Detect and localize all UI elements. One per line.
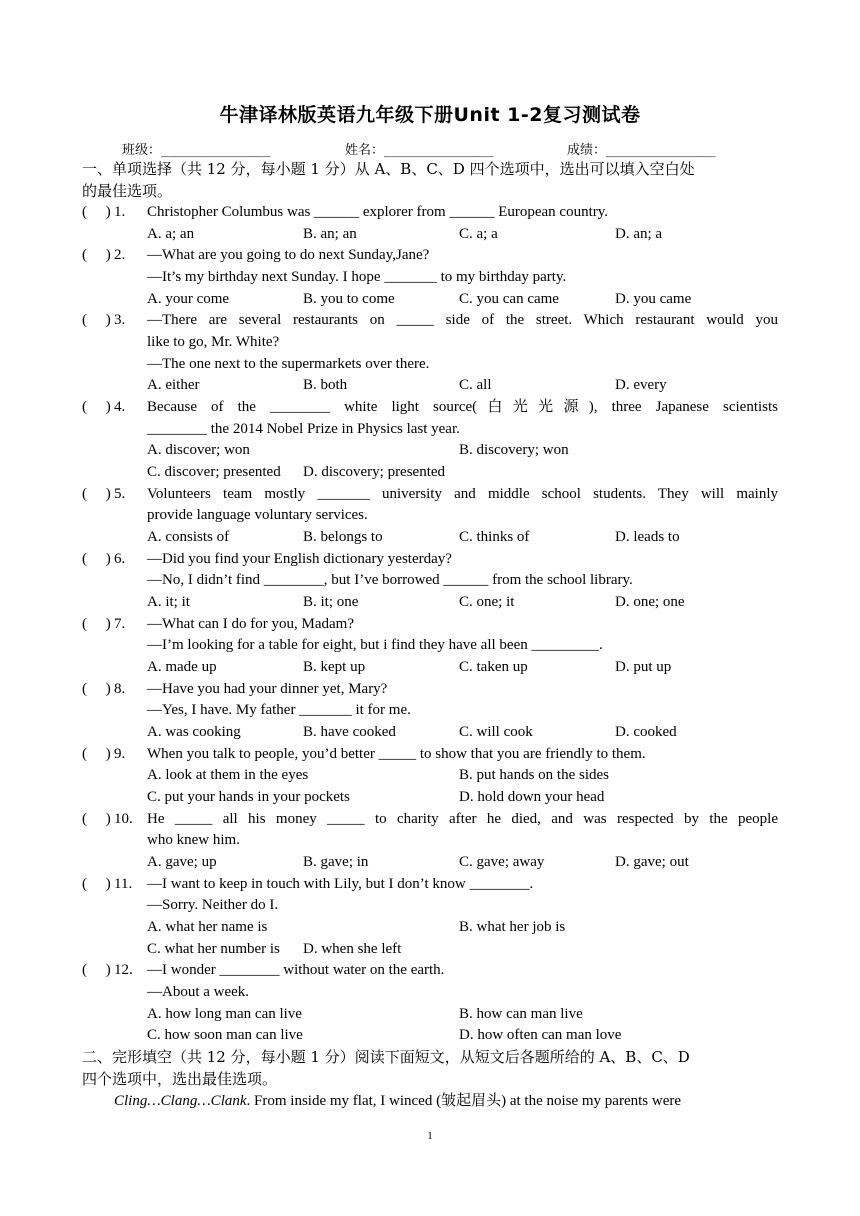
- option-a: A. discover; won: [147, 442, 250, 458]
- option-d: D. one; one: [615, 594, 685, 610]
- option-c: C. put your hands in your pockets: [147, 789, 350, 805]
- question-stem-line: —No, I didn’t find ________, but I’ve borrowed ______ from the school library.: [147, 572, 633, 588]
- question-number: 4.: [114, 399, 126, 415]
- question-stem-line: —Yes, I have. My father _______ it for me.: [147, 702, 411, 718]
- option-c: C. all: [459, 377, 492, 393]
- option-d: D. you came: [615, 291, 692, 307]
- name-field: 姓名：______________: [345, 143, 494, 158]
- question-stem: —I wonder ________ without water on the earth.: [147, 962, 445, 978]
- option-c: C. you can came: [459, 291, 559, 307]
- option-c: C. thinks of: [459, 529, 530, 545]
- question-number: 3.: [114, 312, 126, 328]
- question-stem: He _____ all his money _____ to charity after he died, and was respected by the people: [147, 811, 778, 827]
- page-title: 牛津译林版英语九年级下册Unit 1-2复习测试卷: [219, 104, 641, 126]
- option-b: B. it; one: [303, 594, 359, 610]
- option-c: C. will cook: [459, 724, 533, 740]
- question-stem: Volunteers team mostly _______ university and middle school students. They will mainly: [147, 486, 778, 502]
- option-c: C. a; a: [459, 226, 498, 242]
- question-stem-line: like to go, Mr. White?: [147, 334, 280, 350]
- question-stem-line: —About a week.: [147, 984, 250, 1000]
- option-d: D. cooked: [615, 724, 677, 740]
- option-d: D. every: [615, 377, 667, 393]
- question-stem: Christopher Columbus was ______ explorer from ______ European country.: [147, 204, 609, 220]
- option-d: D. discovery; presented: [303, 464, 446, 480]
- answer-blank: ( ): [82, 486, 111, 502]
- option-c: C. how soon man can live: [147, 1027, 303, 1043]
- option-d: D. put up: [615, 659, 672, 675]
- section1-heading: 一、单项选择（共 12 分，每小题 1 分）从 A、B、C、D 四个选项中，选出可以填入空白处: [82, 160, 695, 178]
- question-stem: —What are you going to do next Sunday,Jane?: [147, 247, 430, 263]
- option-a: A. either: [147, 377, 200, 393]
- section2-heading: 二、完形填空（共 12 分，每小题 1 分）阅读下面短文，从短文后各题所给的 A、B、C、D: [82, 1048, 690, 1066]
- question-number: 6.: [114, 551, 126, 567]
- page-number: 1: [427, 1130, 433, 1142]
- option-a: A. look at them in the eyes: [147, 767, 309, 783]
- option-b: B. what her job is: [459, 919, 566, 935]
- option-a: A. it; it: [147, 594, 190, 610]
- question-number: 1.: [114, 204, 126, 220]
- passage-text: . From inside my flat, I winced (皱起眉头) at the noise my parents were: [246, 1093, 682, 1109]
- question-stem-line: —The one next to the supermarkets over there.: [147, 356, 430, 372]
- option-c: C. discover; presented: [147, 464, 281, 480]
- option-b: B. you to come: [303, 291, 395, 307]
- option-c: C. one; it: [459, 594, 515, 610]
- passage-first-line: [114, 1091, 681, 1113]
- question-stem: —Have you had your dinner yet, Mary?: [147, 681, 388, 697]
- answer-blank: ( ): [82, 962, 111, 978]
- question-stem: —Did you find your English dictionary yesterday?: [147, 551, 452, 567]
- option-b: B. gave; in: [303, 854, 369, 870]
- answer-blank: ( ): [82, 247, 111, 263]
- question-stem: —I want to keep in touch with Lily, but I don’t know ________.: [147, 876, 534, 892]
- option-d: D. gave; out: [615, 854, 689, 870]
- question-number: 8.: [114, 681, 126, 697]
- question-stem-line: who knew him.: [147, 832, 240, 848]
- answer-blank: ( ): [82, 746, 111, 762]
- option-a: A. your come: [147, 291, 230, 307]
- score-field: 成绩：______________: [567, 143, 716, 158]
- option-a: A. made up: [147, 659, 217, 675]
- question-stem-line: ________ the 2014 Nobel Prize in Physics last year.: [147, 421, 460, 437]
- option-b: B. belongs to: [303, 529, 383, 545]
- answer-blank: ( ): [82, 399, 111, 415]
- option-b: B. kept up: [303, 659, 366, 675]
- question-stem: —What can I do for you, Madam?: [147, 616, 355, 632]
- question-number: 10.: [114, 811, 133, 827]
- section1-heading-cont: 的最佳选项。: [82, 182, 173, 200]
- option-a: A. was cooking: [147, 724, 241, 740]
- question-stem: Because of the ________ white light source(白光光源), three Japanese scientists: [147, 399, 778, 415]
- answer-blank: ( ): [82, 312, 111, 328]
- question-stem-line: —I’m looking for a table for eight, but i find they have all been _________.: [147, 637, 603, 653]
- option-a: A. what her name is: [147, 919, 268, 935]
- option-d: D. how often can man love: [459, 1027, 622, 1043]
- answer-blank: ( ): [82, 551, 111, 567]
- option-b: B. how can man live: [459, 1006, 583, 1022]
- option-d: D. an; a: [615, 226, 663, 242]
- option-a: A. gave; up: [147, 854, 217, 870]
- answer-blank: ( ): [82, 811, 111, 827]
- option-c: C. what her number is: [147, 941, 280, 957]
- answer-blank: ( ): [82, 876, 111, 892]
- section2-heading-cont: 四个选项中，选出最佳选项。: [82, 1070, 278, 1088]
- option-d: D. when she left: [303, 941, 402, 957]
- passage-italic: Cling…Clang…Clank: [114, 1093, 247, 1109]
- option-b: B. both: [303, 377, 348, 393]
- option-a: A. consists of: [147, 529, 230, 545]
- answer-blank: ( ): [82, 681, 111, 697]
- question-number: 5.: [114, 486, 126, 502]
- answer-blank: ( ): [82, 616, 111, 632]
- option-c: C. taken up: [459, 659, 528, 675]
- answer-blank: ( ): [82, 204, 111, 220]
- question-number: 9.: [114, 746, 126, 762]
- option-b: B. put hands on the sides: [459, 767, 609, 783]
- option-a: A. how long man can live: [147, 1006, 302, 1022]
- option-c: C. gave; away: [459, 854, 545, 870]
- option-d: D. hold down your head: [459, 789, 605, 805]
- question-number: 11.: [114, 876, 133, 892]
- option-d: D. leads to: [615, 529, 680, 545]
- question-number: 7.: [114, 616, 126, 632]
- question-stem: —There are several restaurants on _____ side of the street. Which restaurant would you: [147, 312, 778, 328]
- question-number: 12.: [114, 962, 133, 978]
- question-number: 2.: [114, 247, 126, 263]
- question-stem: When you talk to people, you’d better _____ to show that you are friendly to them.: [147, 746, 646, 762]
- class-field: 班级：______________: [122, 143, 271, 158]
- question-stem-line: —It’s my birthday next Sunday. I hope _______ to my birthday party.: [147, 269, 567, 285]
- option-b: B. discovery; won: [459, 442, 569, 458]
- question-stem-line: provide language voluntary services.: [147, 507, 368, 523]
- option-b: B. have cooked: [303, 724, 396, 740]
- option-b: B. an; an: [303, 226, 357, 242]
- option-a: A. a; an: [147, 226, 195, 242]
- question-stem-line: —Sorry. Neither do I.: [147, 897, 279, 913]
